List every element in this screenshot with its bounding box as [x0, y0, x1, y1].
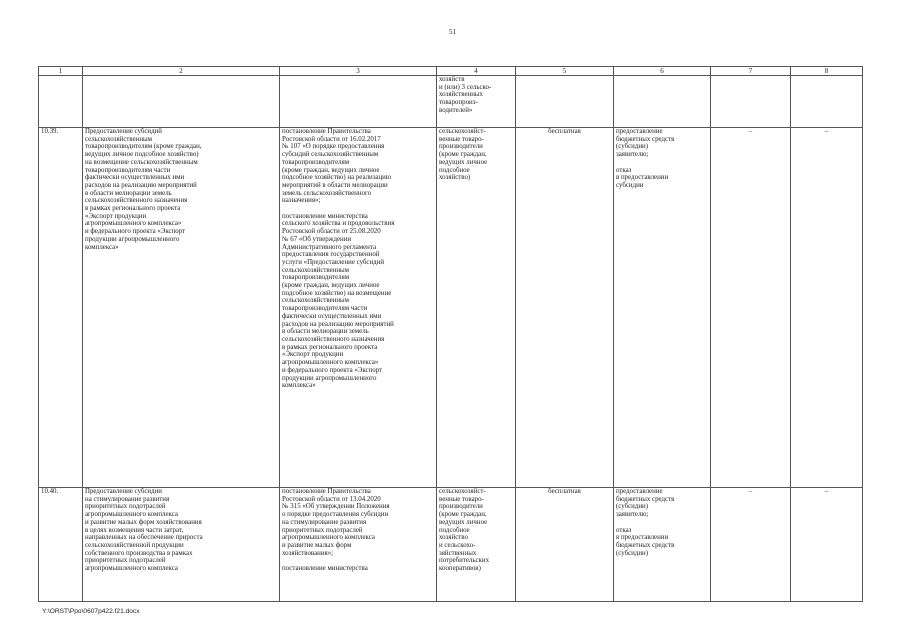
table-row — [39, 76, 863, 128]
column-header: 1 — [39, 67, 83, 76]
column-8-value — [791, 76, 863, 128]
column-8-value: – — [791, 488, 863, 602]
legal-basis: постановление Правительства Ростовской области от 16.02.2017 № 107 «О порядке предоставления субсидий сельскохозяйственным товаропроизводителям (кроме граждан, ведущих личное подсобное хозяйство) на реализацию мероприятий в области мелиорации земель сельскохозяйственного назначения»; постановление министерства сельского хозяйства и продовольствия Ростовской области от 25.08.2020 № 67 «Об утверждении Административного регламента предоставления государственной услуги «Предоставление субсидий сельскохозяйственным товаропроизводителям (кроме граждан, ведущих личное подсобное хозяйство) на возмещение сельскохозяйственным товаропроизводителям части фактически осуществленных ими расходов на реализацию мероприятий в области мелиорации земель сельскохозяйственного назначения в рамках регионального проекта «Экспорт продукции агропромышленного комплекса» и федерального проекта «Экспорт продукции агропромышленного комплекса» — [280, 128, 437, 488]
cost — [516, 76, 614, 128]
column-header: 5 — [516, 67, 614, 76]
result — [614, 76, 711, 128]
row-number: 10.39. — [39, 128, 83, 488]
column-header: 8 — [791, 67, 863, 76]
table-row — [39, 488, 863, 602]
recipients: хозяйств и (или) 3 сельско- хозяйственных товаропроиз- водителей» — [437, 76, 516, 128]
service-name — [83, 76, 280, 128]
column-7-value: – — [711, 128, 791, 488]
service-name: Предоставление субсидии на стимулирование развития приоритетных подотраслей агропромышленного комплекса и развитие малых форм хозяйствования в целях возмещения части затрат, направленных на обеспечение прироста сельскохозяйственной продукции собственного производства в рамках приоритетных подотраслей агропромышленного комплекса — [83, 488, 280, 602]
result: предоставление бюджетных средств (субсидии) заявителю; отказ в предоставлении субсидии — [614, 128, 711, 488]
file-path-footer: Y:\ORST\Ppo\0607p422.f21.docx — [42, 608, 140, 615]
recipients: сельскохозяйст- венные товаро- производители (кроме граждан, ведущих личное подсобное хозяйство) — [437, 128, 516, 488]
row-number — [39, 76, 83, 128]
row-number: 10.40. — [39, 488, 83, 602]
page-number: 51 — [449, 28, 456, 36]
column-header: 3 — [280, 67, 437, 76]
column-number-row — [39, 67, 863, 76]
column-8-value: – — [791, 128, 863, 488]
recipients: сельскохозяйст- венные товаро- производители (кроме граждан, ведущих личное подсобное хозяйство и сельскохо- зяйственных потребительских кооперативов) — [437, 488, 516, 602]
cost: бесплатная — [516, 488, 614, 602]
table-row — [39, 128, 863, 488]
service-name: Предоставление субсидий сельскохозяйственным товаропроизводителям (кроме граждан, ведущих личное подсобное хозяйство) на возмещение сельскохозяйственным товаропроизводителям части фактически осуществленных ими расходов на реализацию мероприятий в области мелиорации земель сельскохозяйственного назначения в рамках регионального проекта «Экспорт продукции агропромышленного комплекса» и федерального проекта «Экспорт продукции агропромышленного комплекса» — [83, 128, 280, 488]
column-header: 7 — [711, 67, 791, 76]
column-header: 6 — [614, 67, 711, 76]
column-header: 4 — [437, 67, 516, 76]
legal-basis — [280, 76, 437, 128]
column-header: 2 — [83, 67, 280, 76]
column-7-value — [711, 76, 791, 128]
services-table — [38, 66, 863, 602]
legal-basis: постановление Правительства Ростовской области от 13.04.2020 № 315 «Об утверждении Положения о порядке предоставления субсидии на стимулирование развития приоритетных подотраслей агропромышленного комплекса и развитие малых форм хозяйствования»; постановление министерства — [280, 488, 437, 602]
result: предоставление бюджетных средств (субсидии) заявителю; отказ в предоставлении бюджетных средств (субсидии) — [614, 488, 711, 602]
column-7-value: – — [711, 488, 791, 602]
cost: бесплатная — [516, 128, 614, 488]
